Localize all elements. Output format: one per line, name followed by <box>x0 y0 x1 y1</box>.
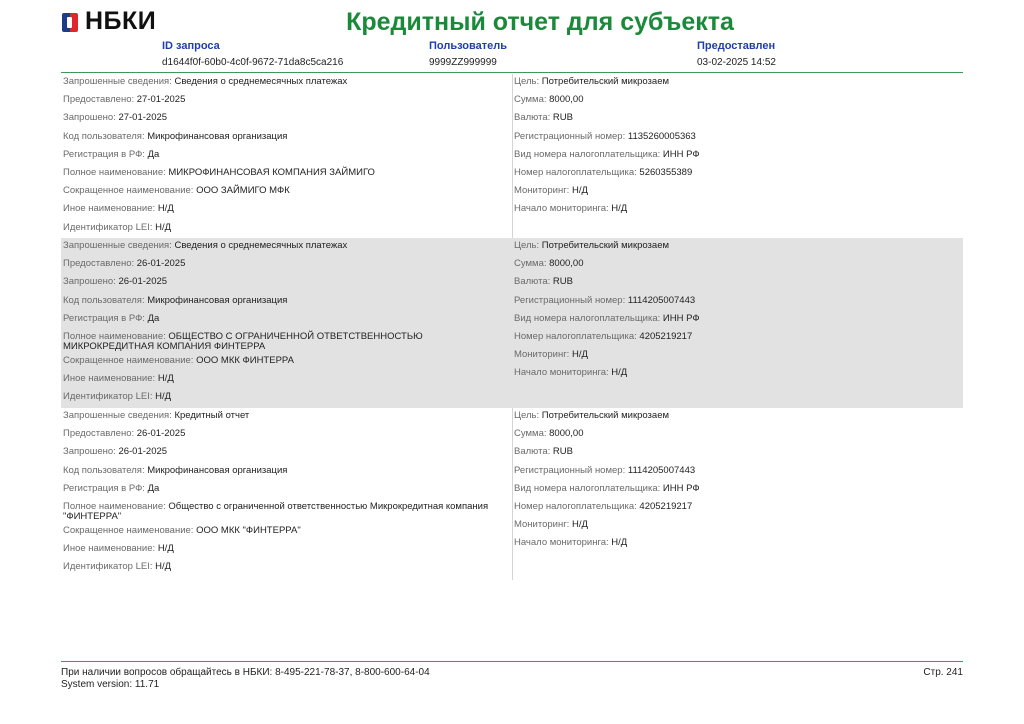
field-label: Предоставлено: <box>63 94 135 106</box>
field-value: 1114205007443 <box>627 464 696 476</box>
section-right-column <box>514 74 963 238</box>
field-short-name <box>63 186 290 196</box>
field-value: RUB <box>552 112 573 124</box>
field-label: Регистрационный номер: <box>514 464 626 476</box>
field-label: Валюта: <box>514 112 551 124</box>
field-value: Микрофинансовая организация <box>147 294 288 306</box>
field-short-name <box>63 356 294 366</box>
field-value: Н/Д <box>155 561 172 573</box>
field-label: Сумма: <box>514 94 547 106</box>
nbki-logo <box>62 7 156 36</box>
column-divider <box>512 408 513 580</box>
field-label: Предоставлено: <box>63 258 135 270</box>
field-value: RUB <box>552 276 573 288</box>
field-tax-number <box>514 168 692 178</box>
field-registration <box>63 314 159 324</box>
field-value: Да <box>147 312 160 324</box>
field-value: Н/Д <box>611 367 628 379</box>
field-currency <box>514 447 573 457</box>
field-value: 27-01-2025 <box>118 112 168 124</box>
field-label: Идентификатор LEI: <box>63 391 153 403</box>
field-requested-info <box>63 77 347 87</box>
field-reg-number <box>514 132 696 142</box>
field-value: 26-01-2025 <box>136 258 186 270</box>
field-label: Запрошено: <box>63 276 116 288</box>
field-label: Иное наименование: <box>63 373 156 385</box>
field-other-name <box>63 204 174 214</box>
field-value: Н/Д <box>571 349 588 361</box>
field-value: 4205219217 <box>639 501 693 512</box>
field-label: Мониторинг: <box>514 519 570 531</box>
section-right-column <box>514 238 963 408</box>
field-value: МИКРОФИНАНСОВАЯ КОМПАНИЯ ЗАЙМИГО <box>168 167 375 178</box>
field-monitoring-start <box>514 538 627 548</box>
field-full-name <box>63 332 508 352</box>
request-id-label: ID запроса <box>162 40 220 52</box>
field-purpose <box>514 241 669 251</box>
field-requested <box>63 277 167 287</box>
field-label: Полное наименование: <box>63 167 166 178</box>
field-label: Регистрационный номер: <box>514 294 626 306</box>
field-user-code <box>63 132 287 142</box>
field-provided <box>63 259 185 269</box>
field-other-name <box>63 544 174 554</box>
field-label: Регистрация в РФ: <box>63 482 145 494</box>
field-full-name <box>63 502 508 522</box>
field-label: Регистрация в РФ: <box>63 148 145 160</box>
field-label: Полное наименование: <box>63 331 166 342</box>
field-tax-type <box>514 314 700 324</box>
provided-label: Предоставлен <box>697 40 776 52</box>
field-tax-number <box>514 332 692 342</box>
logo-text: НБКИ <box>85 7 157 35</box>
field-monitoring-start <box>514 368 627 378</box>
field-value: ИНН РФ <box>662 482 700 494</box>
page-title: Кредитный отчет для субъекта <box>346 8 734 36</box>
footer-version: System version: 11.71 <box>61 679 160 690</box>
field-value: ИНН РФ <box>662 148 700 160</box>
field-label: Идентификатор LEI: <box>63 561 153 573</box>
field-value: 8000,00 <box>549 428 584 440</box>
field-requested <box>63 447 167 457</box>
field-tax-type <box>514 484 700 494</box>
field-value: Н/Д <box>611 203 628 215</box>
field-lei <box>63 392 171 402</box>
field-value: 26-01-2025 <box>118 446 168 458</box>
field-purpose <box>514 77 669 87</box>
field-value: Да <box>147 482 160 494</box>
field-label: Вид номера налогоплательщика: <box>514 148 661 160</box>
field-value: Н/Д <box>155 391 172 403</box>
field-full-name <box>63 168 508 178</box>
field-value: Н/Д <box>571 519 588 531</box>
field-user-code <box>63 466 287 476</box>
field-lei <box>63 223 171 233</box>
field-lei <box>63 562 171 572</box>
field-reg-number <box>514 296 695 306</box>
field-value: 1135260005363 <box>627 130 696 142</box>
field-value: 8000,00 <box>549 258 584 270</box>
field-value: Микрофинансовая организация <box>147 130 288 142</box>
field-value: 8000,00 <box>549 94 584 106</box>
column-divider <box>512 74 513 238</box>
report-section <box>61 238 963 408</box>
field-value: 26-01-2025 <box>136 428 186 440</box>
provided-value: 03-02-2025 14:52 <box>697 57 776 68</box>
field-provided <box>63 95 185 105</box>
footer <box>61 667 430 691</box>
report-section <box>61 74 963 238</box>
field-label: Сокращенное наименование: <box>63 355 194 366</box>
footer-divider <box>61 661 963 662</box>
field-label: Запрошенные сведения: <box>63 240 172 251</box>
field-value: RUB <box>552 446 573 458</box>
field-label: Код пользователя: <box>63 130 145 142</box>
field-value: Кредитный отчет <box>174 410 250 421</box>
user-block <box>429 40 507 68</box>
field-reg-number <box>514 466 695 476</box>
field-value: Да <box>147 148 160 160</box>
field-label: Предоставлено: <box>63 428 135 440</box>
field-label: Запрошено: <box>63 112 116 124</box>
field-label: Сумма: <box>514 428 547 440</box>
field-value: Н/Д <box>157 543 174 555</box>
field-amount <box>514 429 583 439</box>
field-value: 26-01-2025 <box>118 276 168 288</box>
field-monitoring <box>514 186 588 196</box>
field-value: Потребительский микрозаем <box>541 76 670 87</box>
field-label: Идентификатор LEI: <box>63 221 153 233</box>
field-tax-number <box>514 502 692 512</box>
request-id-value: d1644f0f-60b0-4c0f-9672-71da8c5ca216 <box>162 57 344 68</box>
field-value: Потребительский микрозаем <box>541 240 670 251</box>
field-value: Н/Д <box>157 373 174 385</box>
field-label: Вид номера налогоплательщика: <box>514 312 661 324</box>
field-label: Номер налогоплательщика: <box>514 501 637 512</box>
field-label: Вид номера налогоплательщика: <box>514 482 661 494</box>
field-value: Потребительский микрозаем <box>541 410 670 421</box>
field-registration <box>63 150 159 160</box>
field-value: ИНН РФ <box>662 312 700 324</box>
field-label: Иное наименование: <box>63 203 156 215</box>
field-value: Н/Д <box>155 221 172 233</box>
field-value: 27-01-2025 <box>136 94 186 106</box>
field-other-name <box>63 374 174 384</box>
field-value: ОБЩЕСТВО С ОГРАНИЧЕННОЙ ОТВЕТСТВЕННОСТЬЮ МИКРОКРЕДИТНАЯ КОМПАНИЯ ФИНТЕРРА <box>63 331 423 352</box>
field-requested-info <box>63 241 347 251</box>
field-label: Мониторинг: <box>514 185 570 197</box>
field-label: Регистрационный номер: <box>514 130 626 142</box>
field-value: Н/Д <box>571 185 588 197</box>
footer-contact: При наличии вопросов обращайтесь в НБКИ: 8-495-221-78-37, 8-800-600-64-04 <box>61 667 430 678</box>
field-amount <box>514 259 583 269</box>
field-value: Н/Д <box>157 203 174 215</box>
field-label: Код пользователя: <box>63 464 145 476</box>
field-monitoring-start <box>514 204 627 214</box>
field-value: Сведения о среднемесячных платежах <box>174 76 348 87</box>
field-monitoring <box>514 520 588 530</box>
user-value: 9999ZZ999999 <box>429 57 497 68</box>
field-label: Сокращенное наименование: <box>63 525 194 536</box>
field-label: Номер налогоплательщика: <box>514 331 637 342</box>
field-label: Начало мониторинга: <box>514 203 609 215</box>
report-section <box>61 408 963 580</box>
field-value: ООО МКК ФИНТЕРРА <box>196 355 294 366</box>
field-value: ООО ЗАЙМИГО МФК <box>196 185 290 197</box>
field-label: Запрошенные сведения: <box>63 410 172 421</box>
field-label: Запрошено: <box>63 446 116 458</box>
field-label: Цель: <box>514 410 540 421</box>
field-value: Микрофинансовая организация <box>147 464 288 476</box>
field-label: Цель: <box>514 76 540 87</box>
field-label: Регистрация в РФ: <box>63 312 145 324</box>
field-label: Сокращенное наименование: <box>63 185 194 197</box>
field-value: Н/Д <box>611 537 628 549</box>
field-requested <box>63 113 167 123</box>
field-registration <box>63 484 159 494</box>
field-label: Цель: <box>514 240 540 251</box>
field-provided <box>63 429 185 439</box>
page-number: Стр. 241 <box>923 667 963 678</box>
user-label: Пользователь <box>429 40 508 52</box>
field-label: Начало мониторинга: <box>514 367 609 379</box>
nbki-logo-icon <box>62 11 80 33</box>
field-value: Общество с ограниченной ответственностью Микрокредитная компания "ФИНТЕРРА" <box>63 501 489 522</box>
field-label: Мониторинг: <box>514 349 570 361</box>
request-id-block <box>162 40 343 68</box>
field-label: Начало мониторинга: <box>514 537 609 549</box>
field-label: Валюта: <box>514 276 551 288</box>
field-label: Код пользователя: <box>63 294 145 306</box>
provided-block <box>697 40 776 68</box>
field-label: Сумма: <box>514 258 547 270</box>
field-currency <box>514 277 573 287</box>
field-amount <box>514 95 583 105</box>
field-tax-type <box>514 150 700 160</box>
field-currency <box>514 113 573 123</box>
field-label: Иное наименование: <box>63 543 156 555</box>
header-divider <box>61 72 963 73</box>
field-value: 5260355389 <box>639 167 693 178</box>
section-right-column <box>514 408 963 580</box>
field-value: 4205219217 <box>639 331 693 342</box>
field-label: Полное наименование: <box>63 501 166 512</box>
field-label: Валюта: <box>514 446 551 458</box>
field-user-code <box>63 296 287 306</box>
field-short-name <box>63 526 301 536</box>
field-label: Номер налогоплательщика: <box>514 167 637 178</box>
field-value: ООО МКК "ФИНТЕРРА" <box>196 525 301 536</box>
field-value: Сведения о среднемесячных платежах <box>174 240 348 251</box>
field-label: Запрошенные сведения: <box>63 76 172 87</box>
field-value: 1114205007443 <box>627 294 696 306</box>
field-purpose <box>514 411 669 421</box>
field-monitoring <box>514 350 588 360</box>
field-requested-info <box>63 411 249 421</box>
